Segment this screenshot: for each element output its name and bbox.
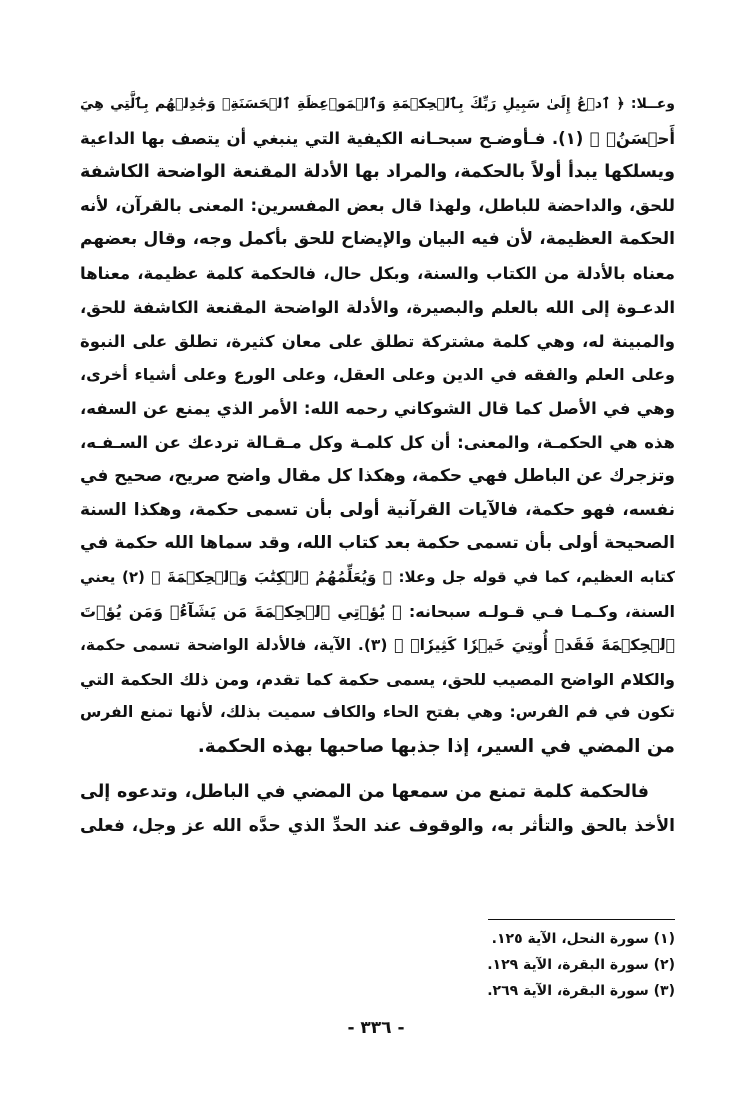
text-line: وعلى العلم والفقه في الدين وعلى العقل، وعلى الورع وعلى أشياء أخرى، <box>80 365 675 385</box>
text-line: وهي في الأصل كما قال الشوكاني رحمه الله: الأمر الذي يمنع عن السفه، <box>80 399 675 419</box>
main-text <box>80 88 675 844</box>
text-line: للحق، والداحضة للباطل، ولهذا قال بعض المفسرين: المعنى بالقرآن، لأنه <box>80 196 675 216</box>
text-line: وعــلا: ﴿ ٱدۡعُ إِلَىٰ سَبِيلِ رَبِّكَ بِٱلۡحِكۡمَةِ وَٱلۡمَوۡعِظَةِ ٱلۡحَسَنَةِۖ وَجَٰدِلۡهُم بِٱلَّتِي هِيَ <box>80 96 675 112</box>
text-line: الصحيحة أولى بأن تسمى حكمة بعد كتاب الله، وقد سماها الله حكمة في <box>80 533 675 554</box>
footnotes <box>300 926 675 1004</box>
text-line: والكلام الواضح المصيب للحق، يسمى حكمة كما تقدم، ومن ذلك الحكمة التي <box>80 669 675 689</box>
text-line: السنة، وكـمـا فـي قـولـه سبحانه: ﴿ يُؤۡتِي ٱلۡحِكۡمَةَ مَن يَشَآءُۚ وَمَن يُؤۡتَ <box>80 601 675 621</box>
text-line: والمبينة له، وهي كلمة مشتركة تطلق على معان كثيرة، تطلق على النبوة <box>80 331 675 351</box>
text-line: الحكمة العظيمة، لأن فيه البيان والإيضاح للحق بأكمل وجه، وقال بعضهم <box>80 229 675 250</box>
page-number: - ٣٣٦ - <box>347 1018 405 1038</box>
text-line: ٱلۡحِكۡمَةَ فَقَدۡ أُوتِيَ خَيۡرٗا كَثِيرٗاۗ ﴾ (٣). الآية، فالأدلة الواضحة تسمى حكمة، <box>80 635 675 654</box>
footnote: (٣) سورة البقرة، الآية ٢٦٩. <box>487 983 675 999</box>
text-line: فالحكمة كلمة تمنع من سمعها من المضي في الباطل، وتدعوه إلى <box>80 781 649 802</box>
text-line: تكون في فم الفرس: وهي بفتح الحاء والكاف سميت بذلك، لأنها تمنع الفرس <box>80 703 675 722</box>
text-line: الدعـوة إلى الله بالعلم والبصيرة، والأدلة الواضحة المقنعة الكاشفة للحق، <box>80 297 675 317</box>
text-line: أَحۡسَنُۚ ﴾ (١). فـأوضـح سبحـانه الكيفية التي ينبغي أن يتصف بها الداعية <box>80 128 675 148</box>
text-line: وتزجرك عن الباطل فهي حكمة، وهكذا كل مقال واضح صريح، صحيح في <box>80 465 675 486</box>
text-line: معناه بالأدلة من الكتاب والسنة، وبكل حال، فالحكمة كلمة عظيمة، معناها <box>80 263 675 283</box>
footnote: (٢) سورة البقرة، الآية ١٢٩. <box>487 957 675 973</box>
text-line: كتابه العظيم، كما في قوله جل وعلا: ﴿ وَيُعَلِّمُهُمُ ٱلۡكِتَٰبَ وَٱلۡحِكۡمَةَ ﴾ (٢) يعني <box>80 568 675 587</box>
text-line: نفسه، فهو حكمة، فالآيات القرآنية أولى بأن تسمى حكمة، وهكذا السنة <box>80 499 675 520</box>
paragraph-gap <box>80 764 675 776</box>
footnote-divider <box>488 919 675 920</box>
text-line: هذه هي الحكمـة، والمعنى: أن كل كلمـة وكل مـقـالة تردعك عن السـفـه، <box>80 432 675 452</box>
text-line: ويسلكها يبدأ أولاً بالحكمة، والمراد بها الأدلة المقنعة الواضحة الكاشفة <box>80 161 675 182</box>
text-line: من المضي في السير، إذا جذبها صاحبها بهذه الحكمة. <box>197 736 675 758</box>
text-line: الأخذ بالحق والتأثر به، والوقوف عند الحدِّ الذي حدَّه الله عز وجل، فعلى <box>80 815 675 836</box>
footnote: (١) سورة النحل، الآية ١٢٥. <box>491 931 675 947</box>
